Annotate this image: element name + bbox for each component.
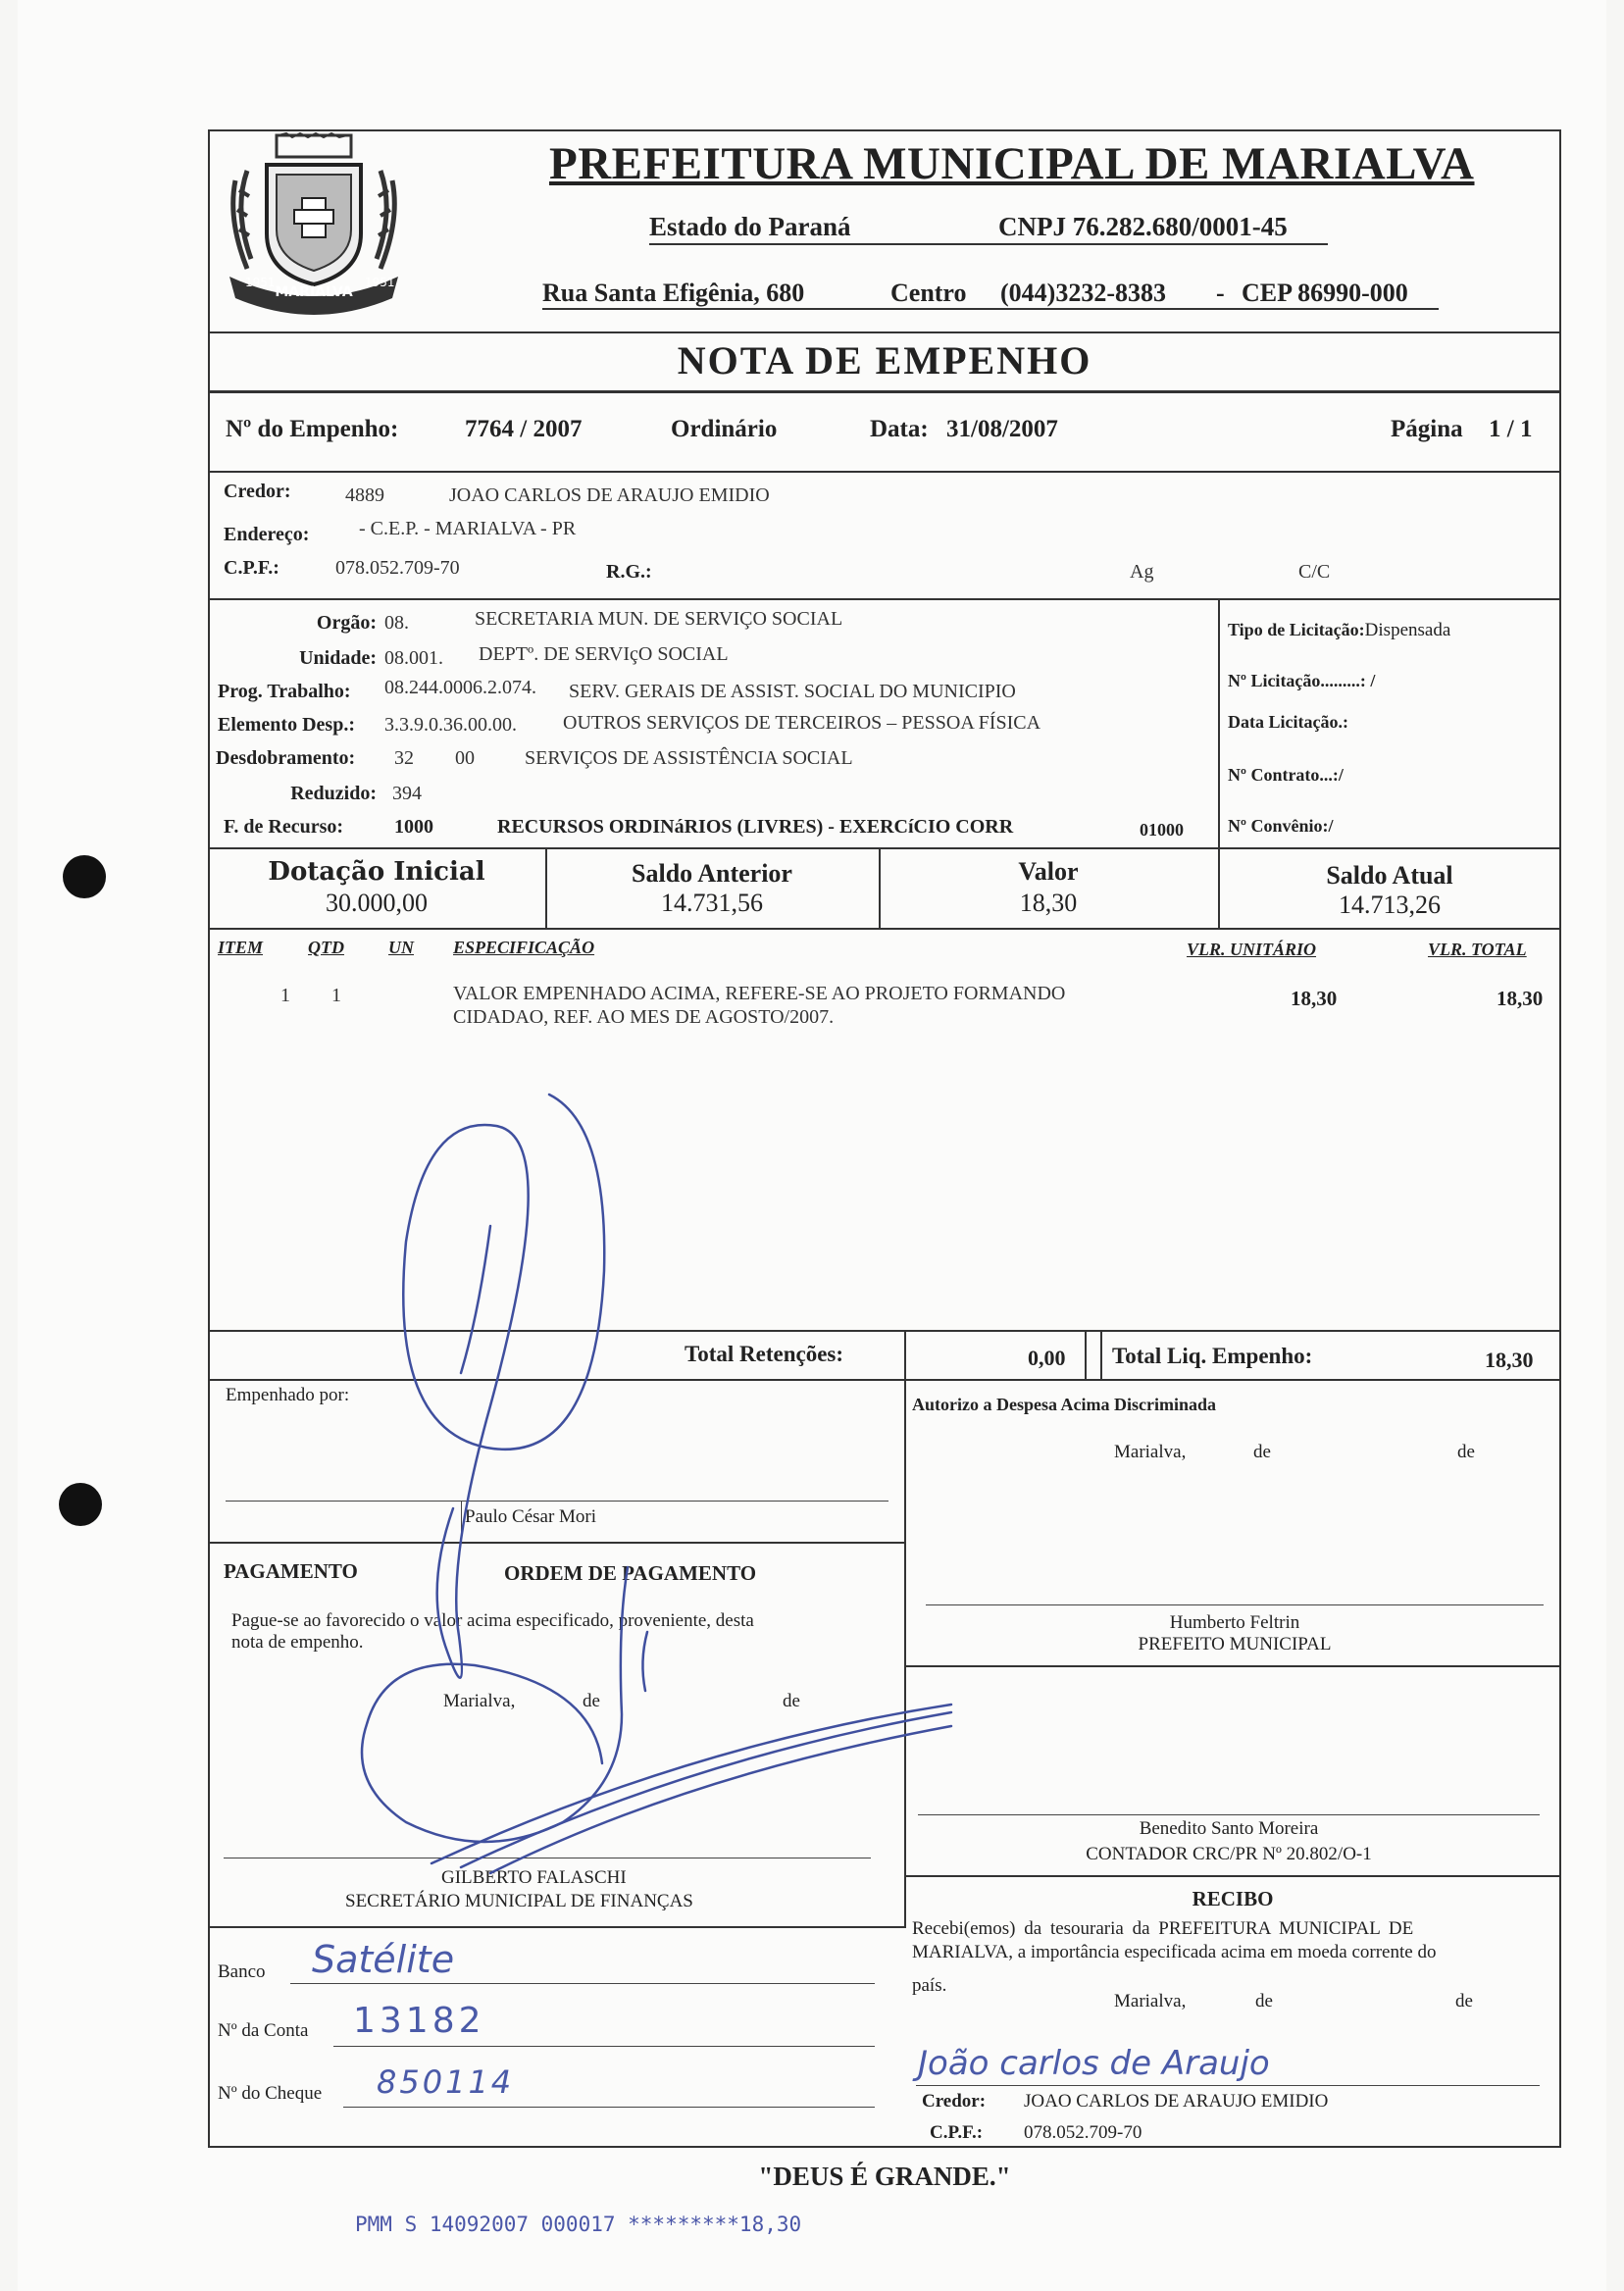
- org-cep: CEP 86990-000: [1242, 279, 1408, 307]
- credor-name: JOAO CARLOS DE ARAUJO EMIDIO: [449, 484, 770, 506]
- org-district: Centro: [890, 279, 967, 307]
- recibo-signature: João carlos de Araujo: [918, 2044, 1270, 2083]
- recurso-label: F. de Recurso:: [224, 816, 344, 838]
- org-phone: (044)3232-8383: [1000, 279, 1166, 307]
- recibo-de-1: de: [1255, 1991, 1273, 2011]
- recibo-city: Marialva,: [1114, 1991, 1187, 2011]
- recibo-credor-label: Credor:: [922, 2091, 987, 2112]
- ordem-pagamento: ORDEM DE PAGAMENTO: [504, 1561, 757, 1585]
- pagamento-de-2: de: [783, 1691, 800, 1711]
- saldo-anterior-value: 14.731,56: [661, 889, 763, 917]
- ag-label: Ag: [1130, 561, 1154, 583]
- empenho-date: 31/08/2007: [946, 416, 1058, 442]
- recibo-credor: JOAO CARLOS DE ARAUJO EMIDIO: [1024, 2091, 1329, 2112]
- licitacao-numero: Nº Licitação.........: /: [1228, 671, 1376, 690]
- pagamento-text-1: Pague-se ao favorecido o valor acima especificado, proveniente, desta: [231, 1610, 754, 1631]
- licitacao-tipo-label-text: Tipo de Licitação:: [1228, 620, 1365, 639]
- recurso-value: RECURSOS ORDINáRIOS (LIVRES) - EXERCíCIO CORR: [497, 816, 1014, 838]
- endereco-label: Endereço:: [224, 524, 310, 545]
- row-item: 1: [280, 985, 290, 1006]
- liq-value: 18,30: [1485, 1348, 1534, 1372]
- pagamento-de-1: de: [583, 1691, 600, 1711]
- empenhado-name: Paulo César Mori: [465, 1506, 597, 1527]
- credor-label: Credor:: [224, 481, 291, 502]
- saldo-anterior-label: Saldo Anterior: [632, 859, 792, 888]
- col-item: ITEM: [218, 938, 264, 957]
- unidade-label: Unidade:: [299, 647, 377, 669]
- valor-value: 18,30: [1019, 889, 1078, 917]
- banco-value: Satélite: [312, 1938, 455, 1981]
- retencoes-label: Total Retenções:: [685, 1342, 844, 1366]
- saldo-atual-value: 14.713,26: [1339, 891, 1441, 919]
- row-unit: 18,30: [1291, 987, 1338, 1010]
- cpf-value: 078.052.709-70: [335, 557, 460, 579]
- row-spec-line1: VALOR EMPENHADO ACIMA, REFERE-SE AO PROJETO FORMANDO: [453, 983, 1066, 1004]
- orgao-label: Orgão:: [316, 612, 377, 634]
- orgao-value: SECRETARIA MUN. DE SERVIÇO SOCIAL: [475, 608, 843, 630]
- prog-code: 08.244.0006.2.074.: [384, 677, 536, 698]
- col-vlr-unitario: VLR. UNITÁRIO: [1187, 940, 1317, 959]
- dotacao-inicial-value: 30.000,00: [326, 889, 428, 917]
- dotacao-inicial-label: Dotação Inicial: [268, 857, 485, 887]
- org-state: Estado do Paraná: [649, 212, 851, 241]
- licitacao-convenio: Nº Convênio:/: [1228, 816, 1334, 836]
- empenhado-label: Empenhado por:: [226, 1385, 350, 1405]
- autorizo-de-1: de: [1253, 1442, 1271, 1462]
- pagamento-role: SECRETÁRIO MUNICIPAL DE FINANÇAS: [345, 1891, 693, 1911]
- cc-label: C/C: [1298, 561, 1331, 583]
- contador-name: Benedito Santo Moreira: [1139, 1818, 1319, 1839]
- reduzido-label: Reduzido:: [290, 783, 377, 804]
- banco-label: Banco: [218, 1961, 266, 1982]
- footer-stamp: PMM S 14092007 000017 *********18,30: [355, 2213, 802, 2236]
- org-cnpj: CNPJ 76.282.680/0001-45: [998, 212, 1288, 241]
- conta-label: Nº da Conta: [218, 2020, 309, 2041]
- elemento-code: 3.3.9.0.36.00.00.: [384, 714, 517, 736]
- recibo-text-2: MARIALVA, a importância especificada acima em moeda corrente do: [912, 1942, 1437, 1962]
- saldo-atual-label: Saldo Atual: [1326, 861, 1453, 890]
- pagamento-label: PAGAMENTO: [224, 1559, 358, 1583]
- retencoes-value: 0,00: [1028, 1346, 1066, 1370]
- autorizo-de-2: de: [1457, 1442, 1475, 1462]
- col-qtd: QTD: [308, 938, 344, 957]
- recibo-de-2: de: [1455, 1991, 1473, 2011]
- unidade-value: DEPTº. DE SERVIçO SOCIAL: [479, 643, 729, 665]
- empenho-type: Ordinário: [671, 416, 778, 442]
- pagamento-name: GILBERTO FALASCHI: [441, 1867, 627, 1888]
- contador-role: CONTADOR CRC/PR Nº 20.802/O-1: [1086, 1844, 1372, 1864]
- cheque-label: Nº do Cheque: [218, 2083, 323, 2104]
- desdobramento-b: 00: [455, 747, 475, 769]
- row-total: 18,30: [1497, 987, 1544, 1010]
- licitacao-data: Data Licitação.:: [1228, 712, 1348, 732]
- endereco-value: - C.E.P. - MARIALVA - PR: [359, 518, 577, 539]
- desdobramento-value: SERVIÇOS DE ASSISTÊNCIA SOCIAL: [525, 747, 853, 769]
- row-spec-line2: CIDADAO, REF. AO MES DE AGOSTO/2007.: [453, 1006, 835, 1028]
- desdobramento-label: Desdobramento:: [216, 747, 356, 769]
- svg-text:1951: 1951: [245, 276, 276, 289]
- cheque-value: 850114: [377, 2063, 515, 2101]
- recibo-cpf-label: C.P.F.:: [930, 2122, 984, 2143]
- org-address: Rua Santa Efigênia, 680: [542, 279, 805, 307]
- conta-value: 13182: [353, 2001, 485, 2041]
- autorizo-name: Humberto Feltrin: [1169, 1612, 1300, 1633]
- recibo-cpf: 078.052.709-70: [1024, 2122, 1142, 2143]
- prog-value: SERV. GERAIS DE ASSIST. SOCIAL DO MUNICIPIO: [569, 681, 1016, 702]
- pagamento-text-2: nota de empenho.: [231, 1632, 364, 1653]
- doc-title: NOTA DE EMPENHO: [677, 338, 1092, 382]
- unidade-code: 08.001.: [384, 647, 443, 669]
- col-vlr-total: VLR. TOTAL: [1428, 940, 1527, 959]
- empenho-label: Nº do Empenho:: [226, 416, 399, 442]
- recibo-text-3: país.: [912, 1975, 947, 1996]
- desdobramento-a: 32: [394, 747, 414, 769]
- empenho-page-label: Página: [1391, 416, 1463, 442]
- recurso-num: 01000: [1140, 820, 1184, 840]
- row-qtd: 1: [331, 985, 341, 1006]
- autorizo-label: Autorizo a Despesa Acima Discriminada: [912, 1395, 1216, 1414]
- recurso-code: 1000: [394, 816, 433, 838]
- empenho-number: 7764 / 2007: [465, 416, 583, 442]
- col-especificacao: ESPECIFICAÇÃO: [453, 938, 595, 957]
- empenho-date-label: Data:: [870, 416, 929, 442]
- valor-label: Valor: [1018, 857, 1079, 886]
- rg-label: R.G.:: [606, 561, 652, 583]
- org-title: PREFEITURA MUNICIPAL DE MARIALVA: [549, 138, 1475, 189]
- licitacao-tipo: Dispensada: [1364, 620, 1451, 640]
- footer-motto: "DEUS É GRANDE.": [758, 2162, 1011, 2191]
- prog-label: Prog. Trabalho:: [218, 681, 351, 702]
- credor-code: 4889: [345, 484, 384, 506]
- svg-text:1951: 1951: [365, 276, 395, 289]
- empenho-page: 1 / 1: [1489, 416, 1533, 442]
- pagamento-city: Marialva,: [443, 1691, 516, 1711]
- liq-label: Total Liq. Empenho:: [1112, 1344, 1313, 1368]
- licitacao-contrato: Nº Contrato...:/: [1228, 765, 1344, 785]
- reduzido-value: 394: [392, 783, 422, 804]
- cpf-label: C.P.F.:: [224, 557, 279, 579]
- elemento-label: Elemento Desp.:: [218, 714, 355, 736]
- elemento-value: OUTROS SERVIÇOS DE TERCEIROS – PESSOA FÍSICA: [563, 712, 1041, 734]
- recibo-text-1: Recebi(emos) da tesouraria da PREFEITURA MUNICIPAL DE: [912, 1918, 1414, 1939]
- recibo-title: RECIBO: [1192, 1887, 1274, 1910]
- col-un: UN: [388, 938, 414, 957]
- svg-text:MARIALVA: MARIALVA: [275, 284, 353, 300]
- autorizo-city: Marialva,: [1114, 1442, 1187, 1462]
- orgao-code: 08.: [384, 612, 409, 634]
- autorizo-role: PREFEITO MUNICIPAL: [1138, 1634, 1332, 1655]
- org-dash: -: [1216, 279, 1225, 307]
